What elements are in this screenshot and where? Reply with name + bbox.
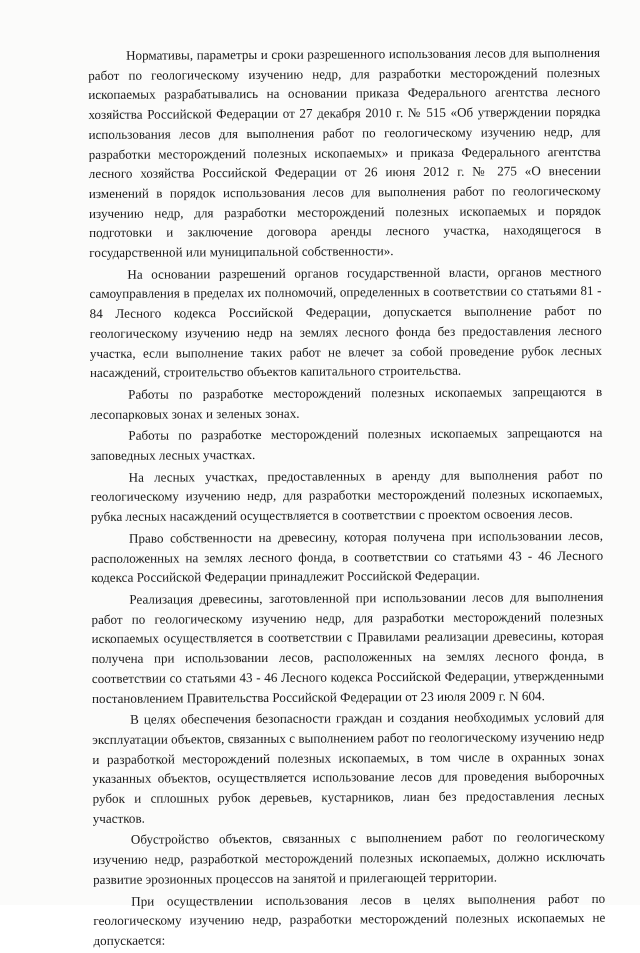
- paragraph: На основании разрешений органов государственной власти, органов местного самоуправления в пределах их полномочий, определенных в соответствии со статьями 81 - 84 Лесного кодекса Российской Федерации, допускается выполнение работ по геологическому изучению недр на землях лесного фонда без предоставления лесного участка, если выполнение таких работ не влечет за собой проведение рубок лесных насаждений, строительство объектов капитального строительства.: [89, 263, 602, 381]
- paragraph: На лесных участках, предоставленных в аренду для выполнения работ по геологическому изучению недр, для разработки месторождений полезных ископаемых, рубка лесных насаждений осуществляется в соответствии с проектом освоения лесов.: [90, 466, 603, 525]
- document-body: [88, 43, 606, 953]
- paragraph: Нормативы, параметры и сроки разрешенного использования лесов для выполнения работ по геологическому изучению недр, для разработки месторождений полезных ископаемых разрабатывались на основании приказа Федерального агентства лесного хозяйства Российской Федерации от 27 декабря 2010 г. № 515 «Об утверждении порядка использования лесов для выполнения работ по геологическому изучению недр, для разработки месторождений полезных ископаемых» и приказа Федерального агентства лесного хозяйства Российской Федерации от 26 июня 2012 г. № 275 «О внесении изменений в порядок использования лесов для выполнения работ по геологическому изучению недр, для разработки месторождений полезных ископаемых и порядок подготовки и заключение договора аренды лесного участка, находящегося в государственной или муниципальной собственности».: [88, 44, 602, 261]
- paragraph: При осуществлении использования лесов в целях выполнения работ по геологическому изучению недр, разработки месторождений полезных ископаемых не допускается:: [93, 890, 606, 948]
- paragraph: Работы по разработке месторождений полезных ископаемых запрещаются на заповедных лесных участках.: [90, 425, 603, 464]
- paragraph: Работы по разработке месторождений полезных ископаемых запрещаются в лесопарковых зонах и зеленых зонах.: [90, 383, 603, 422]
- paragraph: Право собственности на древесину, которая получена при использовании лесов, расположенных на землях лесного фонда, в соответствии со статьями 43 - 46 Лесного кодекса Российской Федерации принадлежит Российской Федерации.: [91, 527, 604, 586]
- paragraph: Обустройство объектов, связанных с выполнением работ по геологическому изучению недр, разработкой месторождений полезных ископаемых, должно исключать развитие эрозионных процессов на занятой и прилегающей территории.: [92, 829, 606, 887]
- paragraph: Реализация древесины, заготовленной при использовании лесов для выполнения работ по геологическому изучению недр, для разработки месторождений полезных ископаемых осуществляется в соответствии с Правилами реализации древесины, которая получена при использовании лесов, расположенных на землях лесного фонда, в соответствии со статьями 43 - 46 Лесного кодекса Российской Федерации, утвержденными постановлением Правительства Российской Федерации от 23 июля 2009 г. N 604.: [91, 588, 604, 706]
- paragraph: В целях обеспечения безопасности граждан и создания необходимых условий для эксплуатации объектов, связанных с выполнением работ по геологическому изучению недр и разработкой месторождений полезных ископаемых, в том числе в охранных зонах указанных объектов, осуществляется использование лесов для проведения выборочных рубок и сплошных рубок деревьев, кустарников, лиан без предоставления лесных участков.: [92, 709, 605, 826]
